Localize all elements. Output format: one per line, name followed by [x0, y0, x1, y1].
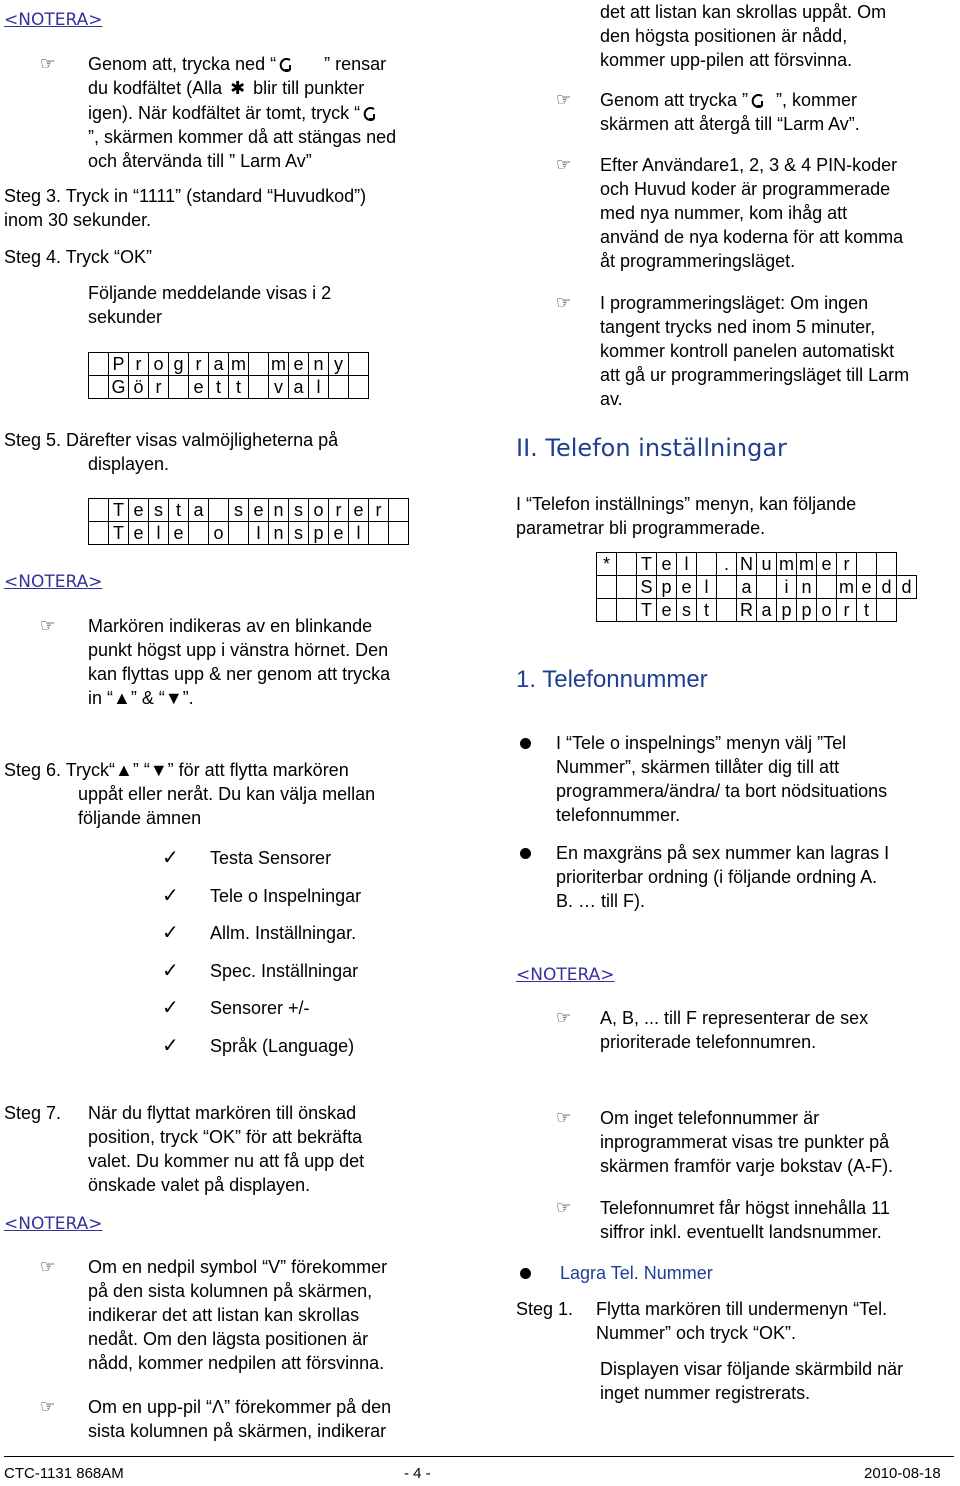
paragraph-max-digits: Telefonnumret får högst innehålla 11 siffror inkl. eventuellt landsnummer. [600, 1198, 890, 1242]
lcd-cell: o [209, 522, 229, 545]
lcd-cell: y [329, 353, 349, 376]
paragraph-return: Genom att trycka ” ”, kommer skärmen att återgå till “Larm Av”. [600, 90, 860, 134]
lcd-cell: * [597, 553, 617, 576]
lcd-cell: s [229, 499, 249, 522]
pointing-hand-icon: ☞ [556, 1108, 572, 1128]
lcd-cell: e [189, 376, 209, 399]
lcd-cell: u [757, 553, 777, 576]
lcd-cell: s [677, 599, 697, 622]
lcd-cell [169, 376, 189, 399]
option-item [162, 920, 361, 958]
lcd-cell: T [109, 522, 129, 545]
option-label: Spec. Inställningar [210, 960, 359, 981]
lcd-cell: d [897, 576, 917, 599]
option-label: Språk (Language) [210, 1035, 355, 1056]
lcd-cell: r [189, 353, 209, 376]
option-item [162, 845, 361, 883]
paragraph-three-dots: Om inget telefonnummer är inprogrammerat visas tre punkter på skärmen framför varje bokstav (A-F). [600, 1108, 894, 1176]
lcd-cell [757, 576, 777, 599]
page-number: - 4 - [404, 1465, 431, 1482]
bullet-dot [520, 738, 531, 749]
lcd-cell [89, 353, 109, 376]
lcd-cell: r [837, 599, 857, 622]
lcd-row [597, 576, 917, 599]
lcd-row [89, 353, 369, 376]
paragraph-down-arrow: Om en nedpil symbol “V” förekommer på den sista kolumnen på skärmen, indikerar det att listan kan skrollas nedåt. Om den lägsta positionen är nådd, kommer nedpilen att försvinna. [88, 1257, 388, 1373]
lcd-cell: p [657, 576, 677, 599]
lcd-cell: G [109, 376, 129, 399]
note-label: <NOTERA> [516, 965, 615, 985]
lcd-cell [89, 376, 109, 399]
step3: Steg 3. Tryck in “1111” (standard “Huvudkod”) [4, 186, 367, 206]
lcd-cell: m [777, 553, 797, 576]
lcd-cell: r [129, 353, 149, 376]
step1-label: Steg 1. [516, 1299, 574, 1319]
lcd-row [597, 553, 917, 576]
lcd-cell [617, 599, 637, 622]
option-item [162, 883, 361, 921]
step3-cont: inom 30 sekunder. [4, 210, 152, 230]
lcd-cell: e [289, 353, 309, 376]
lcd-cell: p [797, 599, 817, 622]
lcd-cell: n [309, 353, 329, 376]
lcd-cell: o [149, 353, 169, 376]
lcd-cell [857, 553, 877, 576]
lcd-cell [89, 499, 109, 522]
checkmark-icon: ✓ [162, 1032, 179, 1057]
lcd-cell: e [657, 599, 677, 622]
lcd-cell [389, 499, 409, 522]
step5: Steg 5. Därefter visas valmöjligheterna på [4, 430, 339, 450]
lcd-cell: N [737, 553, 757, 576]
lcd-cell: l [309, 376, 329, 399]
lcd-cell: o [309, 499, 329, 522]
lcd-cell [697, 553, 717, 576]
lcd-cell: l [677, 553, 697, 576]
lcd-cell: I [249, 522, 269, 545]
lcd-cell: s [289, 522, 309, 545]
lcd-cell: o [817, 599, 837, 622]
step4: Steg 4. Tryck “OK” [4, 247, 153, 267]
lcd-cell: n [269, 522, 289, 545]
lcd-cell: p [309, 522, 329, 545]
lcd-cell [229, 522, 249, 545]
lagra-heading: Lagra Tel. Nummer [560, 1263, 713, 1283]
note-label: <NOTERA> [4, 1214, 103, 1234]
lcd-cell: n [797, 576, 817, 599]
paragraph-timeout: I programmeringsläget: Om ingen tangent trycks ned inom 5 minuter, kommer kontroll panelen automatiskt att gå ur programmeringsläget till Larm av. [600, 293, 910, 409]
pointing-hand-icon: ☞ [556, 90, 572, 110]
lcd-cell: e [677, 576, 697, 599]
step5-cont: displayen. [88, 454, 170, 474]
checkmark-icon: ✓ [162, 920, 179, 944]
checkmark-icon: ✓ [162, 957, 179, 982]
lcd-cell: l [349, 522, 369, 545]
lcd-cell [249, 376, 269, 399]
lcd-cell: T [637, 553, 657, 576]
checkmark-icon: ✓ [162, 845, 179, 869]
step1-text: Flytta markören till undermenyn “Tel. Nummer” och tryck “OK”. [596, 1299, 888, 1343]
lcd-row [597, 599, 917, 622]
lcd-cell: m [269, 353, 289, 376]
paragraph-tele-menu: I “Tele o inspelnings” menyn välj ”Tel Nummer”, skärmen tillåter dig till att programmera/ändra/ ta bort nödsituations telefonnummer. [556, 733, 888, 825]
lcd-cell [329, 376, 349, 399]
lcd-cell: e [129, 522, 149, 545]
section-heading: II. Telefon inställningar [516, 434, 787, 462]
paragraph-cursor: Markören indikeras av en blinkande punkt högst upp i vänstra hörnet. Den kan flyttas upp & ner genom att trycka in “▲” & “▼”. [88, 616, 391, 708]
lcd-display-menu-options [88, 498, 409, 545]
back-arrow-icon [276, 56, 294, 74]
lcd-cell: i [777, 576, 797, 599]
lcd-display-telefon-menu [596, 552, 917, 622]
paragraph-continued: det att listan kan skrollas uppåt. Om den högsta positionen är nådd, kommer upp-pilen att försvinna. [600, 2, 887, 70]
lcd-cell: a [757, 599, 777, 622]
display-text: Displayen visar följande skärmbild när inget nummer registrerats. [600, 1359, 904, 1403]
lcd-row [89, 499, 409, 522]
lcd-cell: p [777, 599, 797, 622]
lcd-cell: r [329, 499, 349, 522]
lcd-cell: a [737, 576, 757, 599]
lcd-cell: t [229, 376, 249, 399]
lcd-cell: e [349, 499, 369, 522]
lcd-cell [189, 522, 209, 545]
lcd-cell: s [149, 499, 169, 522]
option-label: Testa Sensorer [210, 848, 332, 868]
option-item [162, 1033, 361, 1071]
lcd-cell: a [189, 499, 209, 522]
note-label: <NOTERA> [4, 10, 103, 30]
checkmark-icon: ✓ [162, 882, 179, 907]
lcd-cell [617, 553, 637, 576]
back-arrow-icon [360, 105, 378, 123]
lcd-cell: . [717, 553, 737, 576]
lcd-cell: r [369, 499, 389, 522]
lcd-cell: T [637, 599, 657, 622]
paragraph-up-arrow: Om en upp-pil “Λ” förekommer på den sista kolumnen på skärmen, indikerar [88, 1397, 392, 1441]
pointing-hand-icon: ☞ [40, 1257, 56, 1277]
lcd-cell [369, 522, 389, 545]
lcd-cell [349, 376, 369, 399]
lcd-cell: T [109, 499, 129, 522]
paragraph-a-f: A, B, ... till F representerar de sex prioriterade telefonnumren. [600, 1008, 869, 1052]
lcd-cell [717, 599, 737, 622]
lcd-row [89, 522, 409, 545]
pointing-hand-icon: ☞ [40, 616, 56, 636]
lcd-cell: v [269, 376, 289, 399]
lcd-cell: a [289, 376, 309, 399]
lcd-cell [597, 576, 617, 599]
option-label: Sensorer +/- [210, 998, 310, 1018]
lcd-cell: e [657, 553, 677, 576]
lcd-cell: n [269, 499, 289, 522]
lcd-cell: e [249, 499, 269, 522]
lcd-cell: m [797, 553, 817, 576]
option-label: Tele o Inspelningar [210, 885, 362, 906]
lcd-cell: ö [129, 376, 149, 399]
lcd-cell: e [817, 553, 837, 576]
option-item [162, 995, 361, 1033]
lcd-cell [717, 576, 737, 599]
pointing-hand-icon: ☞ [556, 1008, 572, 1028]
pointing-hand-icon: ☞ [556, 1198, 572, 1218]
lcd-row [89, 376, 369, 399]
lcd-cell: r [837, 553, 857, 576]
asterisk-icon: ✱ [230, 78, 246, 99]
lcd-cell [209, 499, 229, 522]
lcd-cell: t [697, 599, 717, 622]
lcd-cell [617, 576, 637, 599]
paragraph-pin: Efter Användare1, 2, 3 & 4 PIN-koder och Huvud koder är programmerade med nya nummer, kom ihåg att använd de nya koderna för att komma åt programmeringsläget. [600, 155, 904, 271]
lcd-display-program-menu [88, 352, 369, 399]
lcd-cell [389, 522, 409, 545]
lcd-cell: t [169, 499, 189, 522]
lcd-cell [597, 599, 617, 622]
lcd-cell: t [857, 599, 877, 622]
paragraph-clear: Genom att, trycka ned “ ” rensar du kodfältet (Alla ✱ blir till punkter igen). När kodfältet är tomt, tryck “ ”, skärmen kommer då att stängas ned och återvända till ” Larm Av” [88, 54, 397, 171]
section-intro: I “Telefon inställnings” menyn, kan följande parametrar bli programmerade. [516, 494, 857, 538]
checkmark-icon: ✓ [162, 995, 179, 1019]
pointing-hand-icon: ☞ [556, 293, 572, 313]
pointing-hand-icon: ☞ [556, 155, 572, 175]
lcd-cell: l [149, 522, 169, 545]
lcd-cell: R [737, 599, 757, 622]
footer-date: 2010-08-18 [864, 1465, 941, 1482]
back-arrow-icon [748, 92, 766, 110]
footer-rule [4, 1456, 954, 1457]
lcd-cell [817, 576, 837, 599]
lcd-cell: e [329, 522, 349, 545]
lcd-cell: m [837, 576, 857, 599]
lcd-cell: S [637, 576, 657, 599]
pointing-hand-icon: ☞ [40, 1397, 56, 1417]
lcd-cell: t [209, 376, 229, 399]
lcd-cell: s [289, 499, 309, 522]
lcd-cell: a [209, 353, 229, 376]
step6: Steg 6. Tryck“▲” “▼” för att flytta markören uppåt eller neråt. Du kan välja mellan följande ämnen [4, 760, 376, 828]
lcd-cell: g [169, 353, 189, 376]
note-label: <NOTERA> [4, 572, 103, 592]
option-item [162, 958, 361, 996]
lcd-cell: e [169, 522, 189, 545]
lcd-cell [877, 599, 897, 622]
lcd-cell [249, 353, 269, 376]
option-label: Allm. Inställningar. [210, 923, 357, 943]
lcd-cell: d [877, 576, 897, 599]
lcd-cell: e [129, 499, 149, 522]
bullet-dot [520, 1268, 531, 1279]
paragraph-max-numbers: En maxgräns på sex nummer kan lagras I prioriterbar ordning (i följande ordning A. B. … till F). [556, 843, 890, 911]
lcd-cell: e [857, 576, 877, 599]
subsection-heading: 1. Telefonnummer [516, 666, 708, 693]
lcd-cell: r [149, 376, 169, 399]
lcd-cell: m [229, 353, 249, 376]
lcd-cell: l [697, 576, 717, 599]
follow-text: Följande meddelande visas i 2 sekunder [88, 283, 332, 327]
options-list [162, 845, 361, 1070]
lcd-cell [349, 353, 369, 376]
lcd-cell: P [109, 353, 129, 376]
lcd-cell [89, 522, 109, 545]
pointing-hand-icon: ☞ [40, 54, 56, 74]
footer-left: CTC-1131 868AM [4, 1465, 124, 1482]
lcd-cell [877, 553, 897, 576]
bullet-dot [520, 848, 531, 859]
